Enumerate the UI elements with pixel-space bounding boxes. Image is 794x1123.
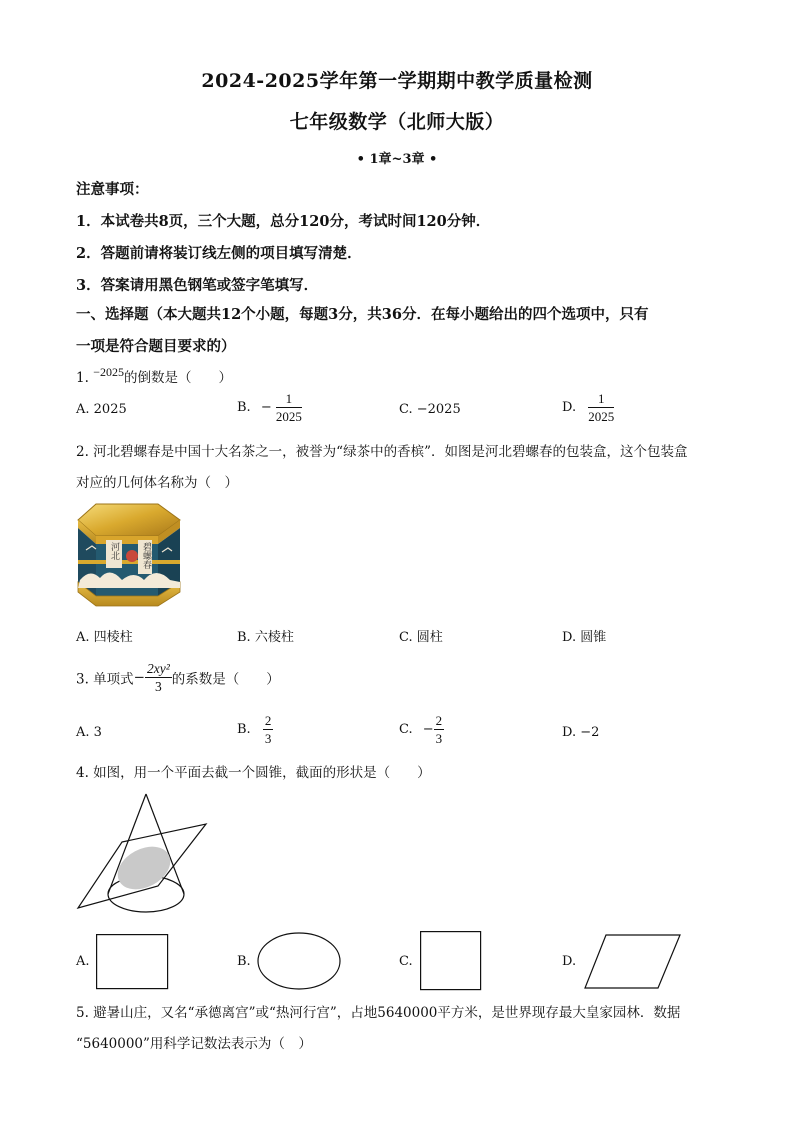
square-shape <box>420 931 482 991</box>
square-shape <box>96 934 168 990</box>
question-3: 3. 单项式− $\frac{\text{2xy²}}{3}$ 的系数是（ ） <box>76 661 280 694</box>
question-value: −2025 <box>93 365 124 379</box>
option-c: C. −2025 <box>399 402 461 417</box>
chapter-scope: • 1章~3章 • <box>356 152 438 167</box>
option-a: A. 四棱柱 <box>76 630 133 645</box>
box-label-right: 碧螺春 <box>141 542 151 569</box>
question-number: 1. <box>76 370 89 386</box>
note-item: 2．答题前请将装订线左侧的项目填写清楚． <box>76 245 362 262</box>
option-b: B. − $\frac{1}{2025}$ <box>237 391 302 424</box>
question-2-line1: 2. 河北碧螺春是中国十大名茶之一，被誉为“绿茶中的香槟”．如图是河北碧螺春的包装盒，这个包装盒 <box>76 444 688 460</box>
question-5-line2: “5640000”用科学记数法表示为（ ） <box>76 1036 312 1052</box>
question-1 <box>76 366 232 386</box>
cone-section-figure <box>76 790 211 920</box>
note-item: 1．本试卷共8页，三个大题，总分120分，考试时间120分钟． <box>76 213 491 230</box>
option-a: A. 3 <box>76 725 102 740</box>
exam-title: 2024-2025学年第一学期期中教学质量检测 <box>201 70 593 92</box>
note-item: 3．答案请用黑色钢笔或签字笔填写． <box>76 277 319 294</box>
option-d: D. −2 <box>562 725 600 740</box>
section-heading-cont: 一项是符合题目要求的） <box>76 338 236 355</box>
option-b: B. $\frac{2}{3}$ <box>237 713 272 746</box>
section-heading: 一、选择题（本大题共12个小题，每题3分，共36分．在每小题给出的四个选项中，只有 <box>76 306 649 323</box>
box-label-left: 河北 <box>109 542 119 560</box>
ellipse-shape <box>257 932 341 990</box>
question-4: 4. 如图，用一个平面去截一个圆锥，截面的形状是（ ） <box>76 765 431 781</box>
option-c: C. <box>399 954 413 969</box>
option-c: C. 圆柱 <box>399 630 443 645</box>
option-b: B. <box>237 954 251 969</box>
notes-heading: 注意事项： <box>76 181 149 198</box>
question-stem: 的倒数是（ ） <box>123 370 232 386</box>
question-5-line1: 5. 避暑山庄，又名“承德离宫”或“热河行宫”，占地5640000平方米，是世界现存最大皇家园林．数据 <box>76 1005 681 1021</box>
option-c: C. − $\frac{2}{3}$ <box>399 713 443 746</box>
question-2-line2: 对应的几何体名称为（ ） <box>76 475 238 491</box>
option-d: D. <box>562 954 577 969</box>
tea-box-image <box>76 500 181 612</box>
option-b: B. 六棱柱 <box>237 630 294 645</box>
option-d: D. 圆锥 <box>562 630 607 645</box>
option-a: A. 2025 <box>76 402 127 417</box>
option-a: A. <box>76 954 90 969</box>
parallelogram-shape <box>584 934 682 990</box>
exam-subtitle: 七年级数学（北师大版） <box>289 111 505 133</box>
option-d: D. $\frac{1}{2025}$ <box>562 391 615 424</box>
